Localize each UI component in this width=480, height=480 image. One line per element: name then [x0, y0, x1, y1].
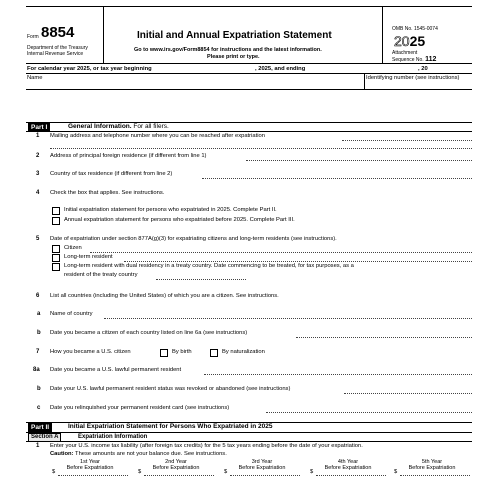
line-8a-label: Date you became a U.S. lawful permanent resident [50, 367, 182, 373]
name-id-divider [364, 73, 365, 89]
line-4-number: 4 [36, 190, 40, 196]
year-5-amount-field[interactable] [400, 475, 470, 476]
year-3-dollar: $ [224, 469, 228, 475]
year-5-header: 5th Year Before Expatriation [408, 459, 456, 471]
line-6b-number: b [37, 330, 41, 336]
part1-tab: Part I [28, 123, 50, 132]
line-1-label: Mailing address and telephone number where you can be reached after expatriation [50, 133, 265, 139]
header-bottom-rule [26, 63, 472, 64]
line-7-birth-checkbox[interactable] [160, 349, 168, 357]
line-5-ltr-field[interactable] [124, 261, 472, 262]
print-instruction: Please print or type. [207, 54, 260, 60]
section-a-title: Expatriation Information [78, 434, 148, 440]
part1-title: General Information. For all filers. [68, 123, 169, 130]
tax-year-20-label: , 20 [418, 66, 428, 72]
line-6a-number: a [37, 311, 41, 317]
attachment-label: Attachment [392, 50, 418, 56]
dept-line-2: Internal Revenue Service [27, 51, 84, 57]
part2-title-rule [26, 432, 472, 433]
line-2-label: Address of principal foreign residence (if different from line 1) [50, 153, 207, 159]
line-5-ltr-label: Long-term resident [64, 254, 113, 260]
line-8c-field[interactable] [266, 412, 472, 413]
line-3-field[interactable] [202, 178, 472, 179]
form-number: 8854 [41, 24, 75, 41]
line-2-field[interactable] [246, 160, 472, 161]
line-8b-field[interactable] [344, 393, 472, 394]
line-1-field[interactable] [342, 140, 472, 141]
omb-number: OMB No. 1545-0074 [392, 26, 438, 32]
line-4-annual-checkbox[interactable] [52, 217, 60, 225]
year-3-header: 3rd Year Before Expatriation [238, 459, 286, 471]
year-4-dollar: $ [310, 469, 314, 475]
line-7-label: How you became a U.S. citizen [50, 349, 131, 355]
instructions-link-text: Go to www.irs.gov/Form8854 for instructions and the latest information. [134, 47, 322, 53]
tax-year: 2025 [394, 33, 426, 49]
line-7-birth-label: By birth [172, 349, 192, 355]
line-6b-field[interactable] [296, 337, 472, 338]
line-4-annual-label: Annual expatriation statement for persons who expatriated before 2025. Complete Part III. [64, 217, 295, 223]
line-2-number: 2 [36, 153, 40, 159]
part2-line-1-number: 1 [36, 443, 40, 449]
calendar-row-rule [26, 73, 472, 74]
line-1-field-continued[interactable] [50, 148, 472, 149]
name-label: Name [27, 75, 43, 81]
line-8c-label: Date you relinquished your permanent resident card (see instructions) [50, 405, 230, 411]
year-1-amount-field[interactable] [58, 475, 128, 476]
header-divider-right [382, 6, 383, 63]
line-6b-label: Date you became a citizen of each country listed on line 6a (see instructions) [50, 330, 248, 336]
line-4-label: Check the box that applies. See instructions. [50, 190, 165, 196]
line-5-treaty-label-cont: resident of the treaty country [64, 272, 138, 278]
line-5-treaty-label: Long-term resident with dual residency in a treaty country. Date commencing to be treated, for tax purposes, as a [64, 263, 354, 269]
line-7-number: 7 [36, 349, 40, 355]
line-5-citizen-label: Citizen [64, 245, 82, 251]
year-4-header: 4th Year Before Expatriation [324, 459, 372, 471]
line-4-initial-checkbox[interactable] [52, 207, 60, 215]
year-2-amount-field[interactable] [144, 475, 214, 476]
form-word: Form [27, 34, 39, 40]
line-8c-number: c [37, 405, 41, 411]
top-rule [26, 6, 472, 7]
form-title: Initial and Annual Expatriation Statement [137, 30, 332, 41]
part2-tab: Part II [28, 423, 52, 432]
year-5-dollar: $ [394, 469, 398, 475]
line-8b-number: b [37, 386, 41, 392]
year-4-amount-field[interactable] [316, 475, 386, 476]
year-3-amount-field[interactable] [230, 475, 300, 476]
line-5-citizen-field[interactable] [90, 252, 472, 253]
line-6-number: 6 [36, 293, 40, 299]
line-5-label: Date of expatriation under section 877A(g)(3) for expatriating citizens and long-term residents (see instructions). [50, 236, 337, 242]
year-1-header: 1st Year Before Expatriation [66, 459, 114, 471]
line-8b-label: Date your U.S. lawful permanent resident status was revoked or abandoned (see instructions) [50, 386, 291, 392]
identifying-number-label: Identifying number (see instructions) [366, 75, 460, 81]
section-a-rule [26, 441, 472, 442]
line-3-number: 3 [36, 171, 40, 177]
section-a-tab: Section A [28, 433, 61, 442]
line-1-number: 1 [36, 133, 40, 139]
line-6a-label: Name of country [50, 311, 93, 317]
line-5-number: 5 [36, 236, 40, 242]
part2-caution: Caution: These amounts are not your balance due. See instructions. [50, 451, 227, 457]
line-3-label: Country of tax residence (if different from line 2) [50, 171, 173, 177]
line-5-treaty-field[interactable] [156, 279, 246, 280]
line-6-label: List all countries (including the United States) of which you are a citizen. See instructions. [50, 293, 279, 299]
line-7-naturalization-checkbox[interactable] [210, 349, 218, 357]
year-2-dollar: $ [138, 469, 142, 475]
line-5-citizen-checkbox[interactable] [52, 245, 60, 253]
year-1-dollar: $ [52, 469, 56, 475]
line-8a-number: 8a [33, 367, 40, 373]
sequence-label: Sequence No. 112 [392, 56, 437, 63]
dept-line-1: Department of the Treasury [27, 45, 88, 51]
line-4-initial-label: Initial expatriation statement for persons who expatriated in 2025. Complete Part II. [64, 207, 277, 213]
calendar-year-label: For calendar year 2025, or tax year beginning [27, 66, 152, 72]
line-7-naturalization-label: By naturalization [222, 349, 265, 355]
tax-year-ending-label: , 2025, and ending [255, 66, 306, 72]
part1-title-rule [26, 131, 472, 132]
year-2-header: 2nd Year Before Expatriation [152, 459, 200, 471]
name-row-rule [26, 89, 472, 90]
line-5-treaty-checkbox[interactable] [52, 263, 60, 271]
header-divider-left [103, 6, 104, 63]
line-6a-field[interactable] [104, 318, 472, 319]
part2-line-1-label: Enter your U.S. income tax liability (after foreign tax credits) for the 5 tax years ending before the date of your expatriation. [50, 443, 363, 449]
line-5-ltr-checkbox[interactable] [52, 254, 60, 262]
part2-title: Initial Expatriation Statement for Persons Who Expatriated in 2025 [68, 423, 273, 430]
line-8a-field[interactable] [204, 374, 472, 375]
